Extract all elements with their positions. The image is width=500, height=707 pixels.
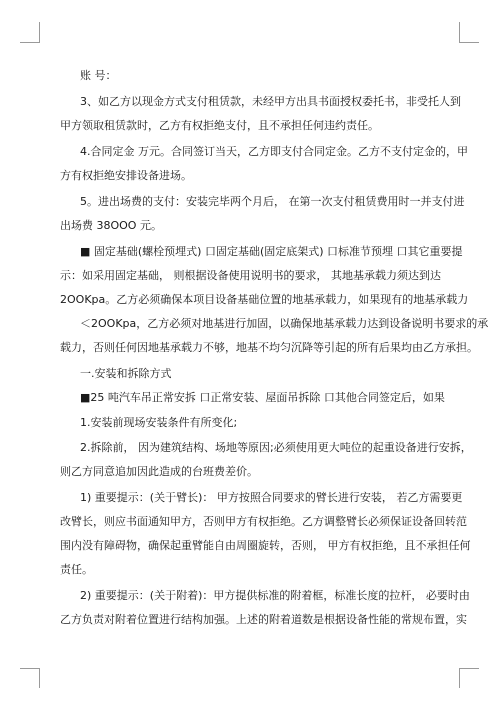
text-line: 乙方负责对附着位置进行结构加强。上述的附着道数是根据设备性能的常规布置，实 bbox=[60, 613, 467, 626]
text-line: 2OOKpa。乙方必须确保本项目设备基础位置的地基承载力，如果现有的地基承载力 bbox=[60, 293, 469, 306]
text-line: 围内没有障碍物，确保起重臂能自由周圈旋转，否则， 甲方有权拒绝，且不承担任何 bbox=[60, 539, 471, 552]
text-line: 1.安装前现场安装条件有所变化; bbox=[80, 416, 238, 429]
text-line: 方有权拒绝安排设备进场。 bbox=[60, 169, 192, 182]
text-line: 5。进出场费的支付：安装完毕两个月后， 在第一次支付租赁费用时一并支付进 bbox=[80, 195, 465, 208]
text-line: ■ 固定基础(螺栓预埋式) 口固定基础(固定底架式) 口标准节预埋 口其它重要提 bbox=[80, 245, 463, 258]
text-line: 一.安装和拆除方式 bbox=[80, 367, 172, 380]
text-line: 1) 重要提示：(关于臂长)： 甲方按照合同要求的臂长进行安装， 若乙方需要更 bbox=[80, 491, 463, 504]
text-line: 甲方领取租赁款时，乙方有权拒绝支付，且不承担任何违约责任。 bbox=[60, 119, 379, 132]
text-line: 则乙方同意追加因此造成的台班费差价。 bbox=[60, 465, 258, 478]
text-line: 2.拆除前， 因为建筑结构、场地等原因;必须使用更大吨位的起重设备进行安拆， bbox=[80, 441, 472, 454]
text-line: ＜2OOKpa，乙方必须对地基进行加固，以确保地基承载力达到设备说明书要求的承 bbox=[80, 317, 489, 330]
text-line: 示：如采用固定基础， 则根据设备使用说明书的要求， 其地基承载力须达到达 bbox=[60, 269, 441, 282]
text-line: ■25 吨汽车吊正常安拆 口正常安装、屋面吊拆除 口其他合同签定后，如果 bbox=[80, 391, 445, 404]
text-line: 账 号： bbox=[80, 69, 117, 82]
text-line: 出场费 38OOO 元。 bbox=[60, 219, 162, 232]
text-line: 4.合同定金 万元。合同签订当天，乙方即支付合同定金。乙方不支付定金的，甲 bbox=[80, 145, 468, 158]
text-line: 载力，否则任何因地基承载力不够，地基不均匀沉降等引起的所有后果均由乙方承担。 bbox=[60, 341, 478, 354]
text-line: 2) 重要提示：(关于附着)：甲方提供标准的附着框，标准长度的拉杆， 必要时由 bbox=[80, 589, 470, 602]
text-line: 改臂长，则应书面通知甲方，否则甲方有权拒绝。乙方调整臂长必须保证设备回转范 bbox=[60, 515, 467, 528]
text-line: 责任。 bbox=[60, 563, 93, 576]
text-line: 3、如乙方以现金方式支付租赁款，未经甲方出具书面授权委托书，非受托人到 bbox=[80, 95, 461, 108]
